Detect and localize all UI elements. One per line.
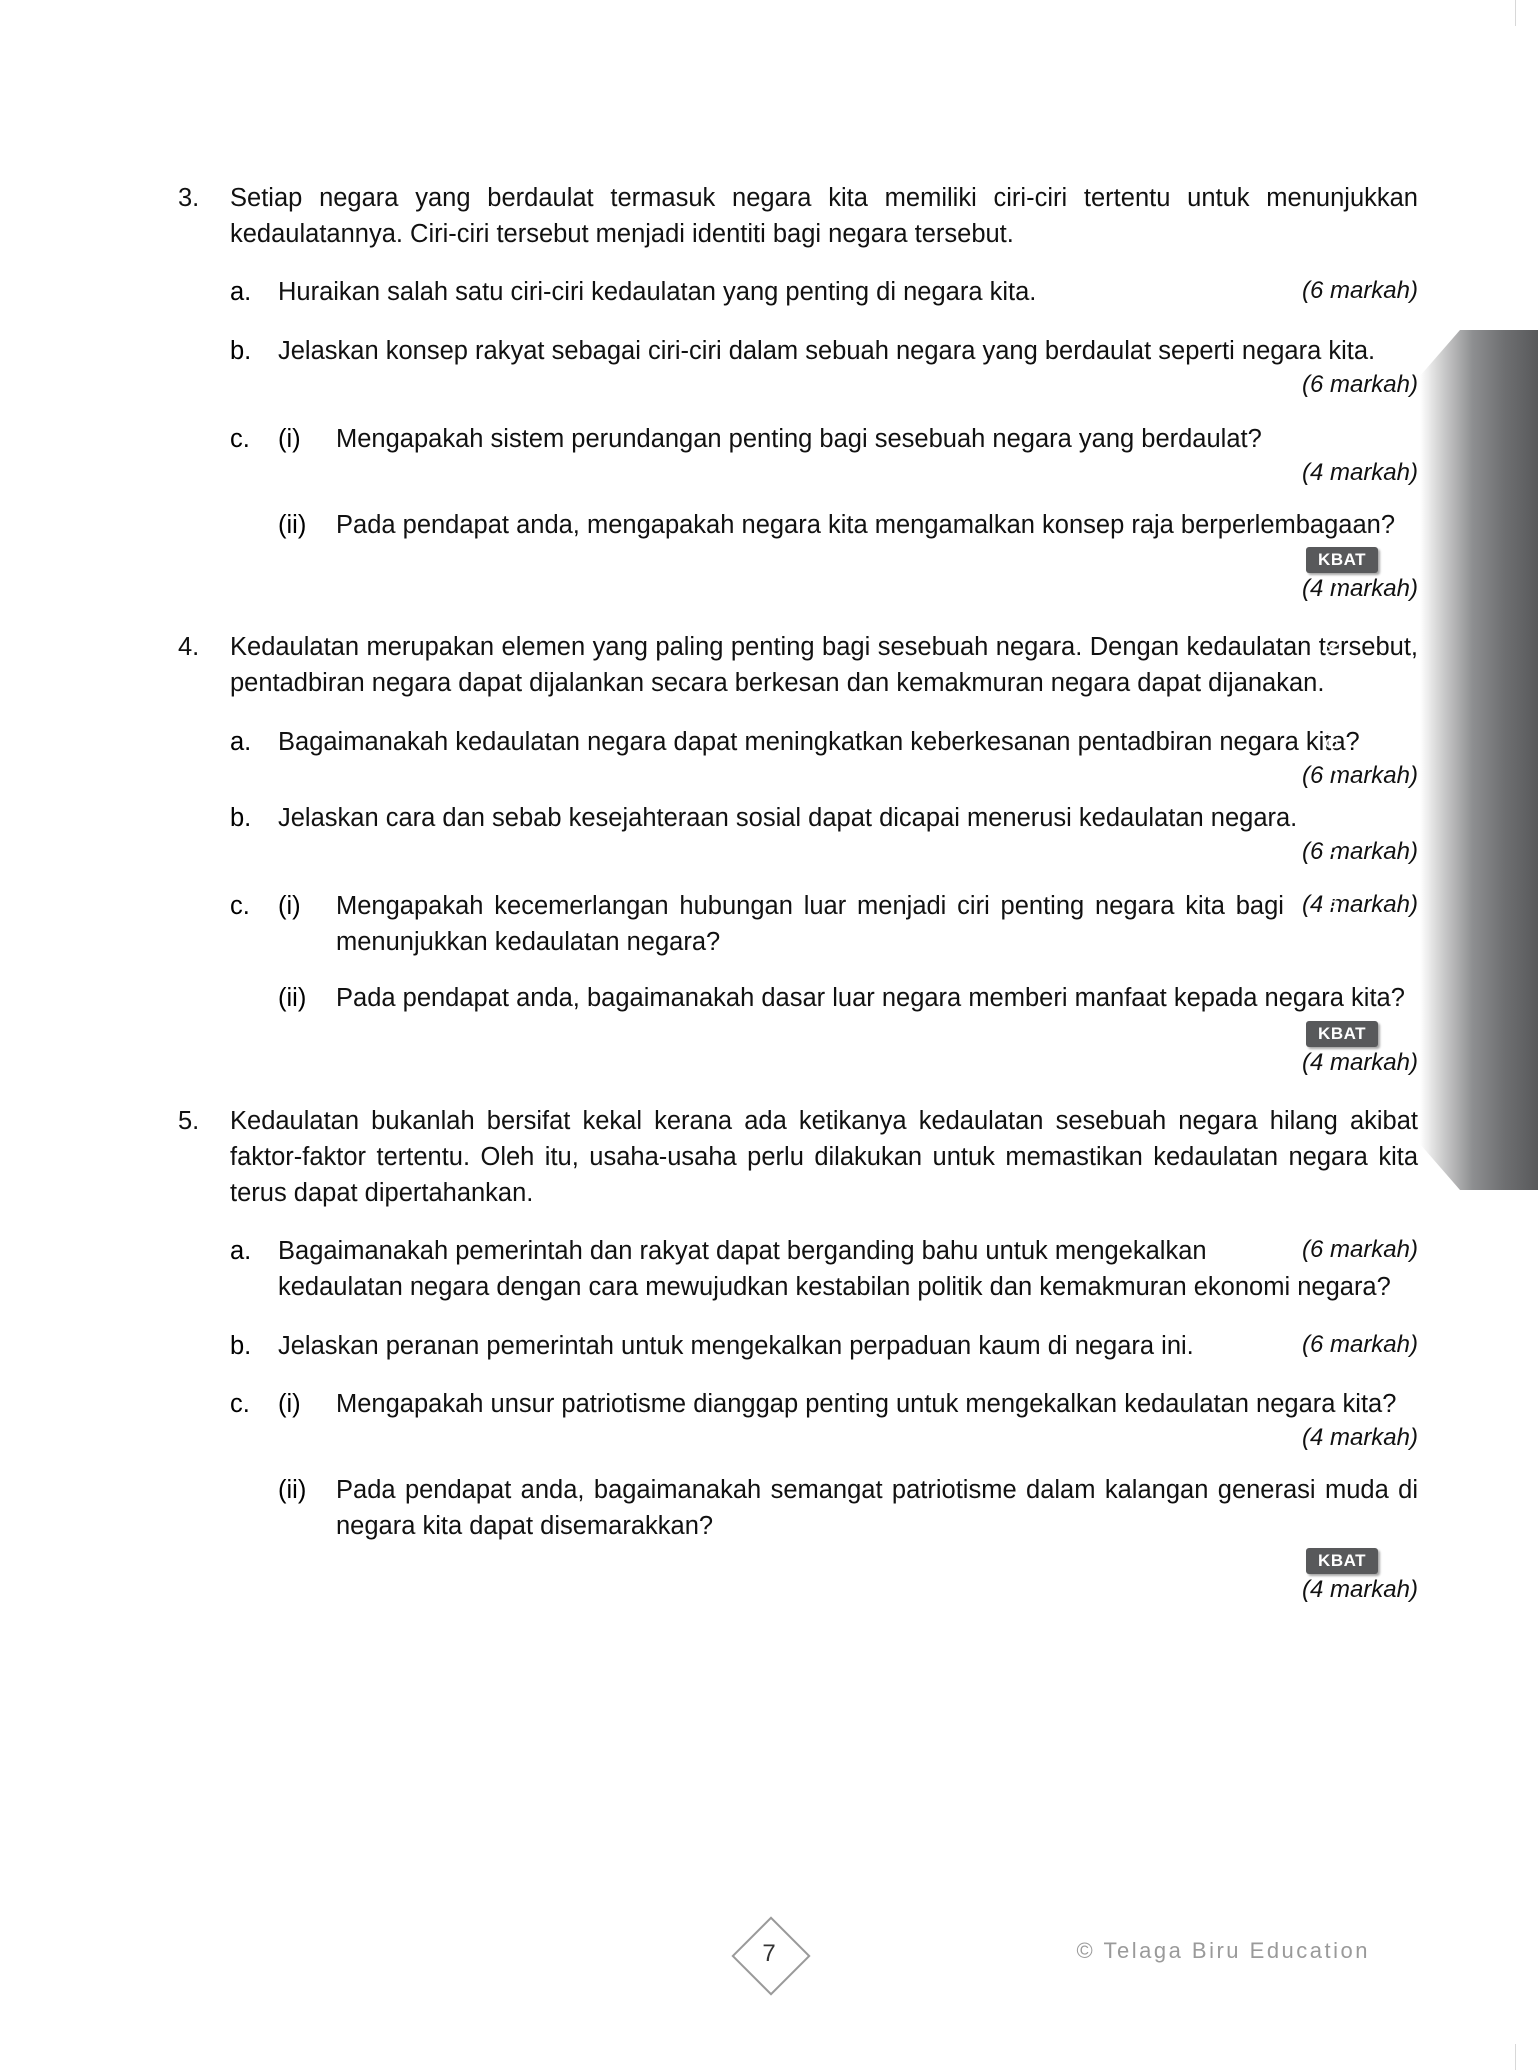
marks-label: (6 markah) [1301, 1330, 1418, 1358]
marks-label: (6 markah) [1301, 761, 1418, 789]
trim-mark-top [1515, 0, 1516, 26]
part-text [278, 1233, 1418, 1305]
page-number-badge [733, 1918, 805, 1990]
question-stem: Kedaulatan merupakan elemen yang paling penting bagi sesebuah negara. Dengan kedaulatan tersebut, pentadbiran negara dapat dijalankan secara berkesan dan kemakmuran negara dapat dijanakan. [230, 633, 1418, 698]
roman-label: (ii) [278, 511, 307, 540]
question-block [178, 1103, 1418, 1605]
roman-text: Pada pendapat anda, bagaimanakah dasar luar negara memberi manfaat kepada negara kita? [336, 984, 1405, 1013]
marks-label: (6 markah) [1301, 1236, 1418, 1264]
part-text [278, 274, 1418, 310]
roman-label: (i) [278, 1389, 301, 1418]
part-text: Jelaskan cara dan sebab kesejahteraan sosial dapat dicapai menerusi kedaulatan negara. [278, 803, 1298, 832]
kbat-badge-row [336, 1548, 1418, 1574]
question-part [178, 1386, 1418, 1605]
question-number: 5. [178, 1106, 200, 1135]
part-roman [278, 1386, 1418, 1452]
part-label: b. [230, 1331, 252, 1360]
question-part [178, 421, 1418, 603]
marks-label: (4 markah) [1301, 891, 1418, 919]
question-stem: Kedaulatan bukanlah bersifat kekal kerana ada ketikanya kedaulatan sesebuah negara hilang akibat faktor-faktor tertentu. Oleh itu, usaha-usaha perlu dilakukan untuk memastikan kedaulatan negara kita terus dapat dipertahankan. [230, 1106, 1418, 1208]
question-part [178, 724, 1418, 790]
roman-label: (i) [278, 892, 301, 921]
part-label: c. [230, 424, 250, 453]
questions-container [178, 180, 1418, 1630]
roman-text [336, 888, 1418, 960]
question-stem: Setiap negara yang berdaulat termasuk negara kita memiliki ciri-ciri tertentu untuk menunjukkan kedaulatannya. Ciri-ciri tersebut menjadi identiti bagi negara tersebut. [230, 184, 1418, 249]
question-block [178, 180, 1418, 603]
marks-label: (6 markah) [1301, 838, 1418, 866]
roman-text: Mengapakah sistem perundangan penting bagi sesebuah negara yang berdaulat? [336, 424, 1262, 453]
question-stem-row [178, 180, 1418, 252]
roman-text: Mengapakah unsur patriotisme dianggap penting untuk mengekalkan kedaulatan negara kita? [336, 1389, 1397, 1418]
page-number: 7 [762, 1940, 776, 1967]
part-text-content: Huraikan salah satu ciri-ciri kedaulatan yang penting di negara kita. [278, 278, 1037, 307]
question-number: 4. [178, 633, 200, 662]
part-roman [278, 421, 1418, 487]
roman-label: (i) [278, 424, 301, 453]
roman-text: Pada pendapat anda, mengapakah negara kita mengamalkan konsep raja berperlembagaan? [336, 511, 1396, 540]
question-part [178, 333, 1418, 399]
kbat-badge: KBAT [1306, 1021, 1378, 1047]
copyright-notice: © Telaga Biru Education [1076, 1938, 1370, 1963]
part-text: Jelaskan konsep rakyat sebagai ciri-ciri dalam sebuah negara yang berdaulat seperti negara kita. [278, 336, 1376, 365]
part-text-content: Jelaskan peranan pemerintah untuk mengekalkan perpaduan kaum di negara ini. [278, 1331, 1194, 1360]
question-stem-row [178, 1103, 1418, 1212]
question-block [178, 629, 1418, 1076]
kbat-badge: KBAT [1306, 547, 1378, 573]
part-label: a. [230, 278, 252, 307]
part-label: a. [230, 727, 252, 756]
part-text: Bagaimanakah kedaulatan negara dapat meningkatkan keberkesanan pentadbiran negara kita? [278, 727, 1360, 756]
marks-label: (4 markah) [1301, 1424, 1418, 1452]
question-part [178, 1233, 1418, 1305]
marks-label: (4 markah) [1301, 459, 1418, 487]
part-label: c. [230, 1389, 250, 1418]
page-footer [0, 1912, 1538, 1992]
part-label: b. [230, 336, 252, 365]
question-part [178, 888, 1418, 1077]
roman-label: (ii) [278, 984, 307, 1013]
roman-label: (ii) [278, 1476, 307, 1505]
part-roman [278, 1472, 1418, 1604]
roman-text: Pada pendapat anda, bagaimanakah semangat patriotisme dalam kalangan generasi muda di negara kita dapat disemarakkan? [336, 1476, 1418, 1541]
question-number: 3. [178, 184, 200, 212]
marks-label: (4 markah) [1301, 1576, 1418, 1604]
part-label: c. [230, 892, 250, 921]
part-text-content: Bagaimanakah pemerintah dan rakyat dapat berganding bahu untuk mengekalkan kedaulatan negara dengan cara mewujudkan kestabilan politik dan kemakmuran ekonomi negara? [278, 1237, 1391, 1302]
part-roman [278, 507, 1418, 603]
marks-label: (6 markah) [1301, 370, 1418, 398]
roman-text-content: Mengapakah kecemerlangan hubungan luar menjadi ciri penting negara kita bagi menunjukkan kedaulatan negara? [336, 892, 1284, 957]
part-roman [278, 980, 1418, 1076]
side-tab-label: Latihan Topikal Sejarah Tingkatan 5 [1317, 578, 1343, 942]
marks-label: (4 markah) [1301, 1048, 1418, 1076]
question-part [178, 274, 1418, 310]
kbat-badge: KBAT [1306, 1548, 1378, 1574]
question-part [178, 800, 1418, 866]
part-label: b. [230, 803, 252, 832]
trim-mark-bottom [1515, 2044, 1516, 2070]
part-roman [278, 888, 1418, 960]
part-label: a. [230, 1237, 252, 1266]
question-stem-row [178, 629, 1418, 701]
question-part [178, 1328, 1418, 1364]
kbat-badge-row [336, 1021, 1418, 1047]
part-text [278, 1328, 1418, 1364]
marks-label: (4 markah) [1301, 575, 1418, 603]
marks-label: (6 markah) [1301, 277, 1418, 305]
kbat-badge-row [336, 547, 1418, 573]
